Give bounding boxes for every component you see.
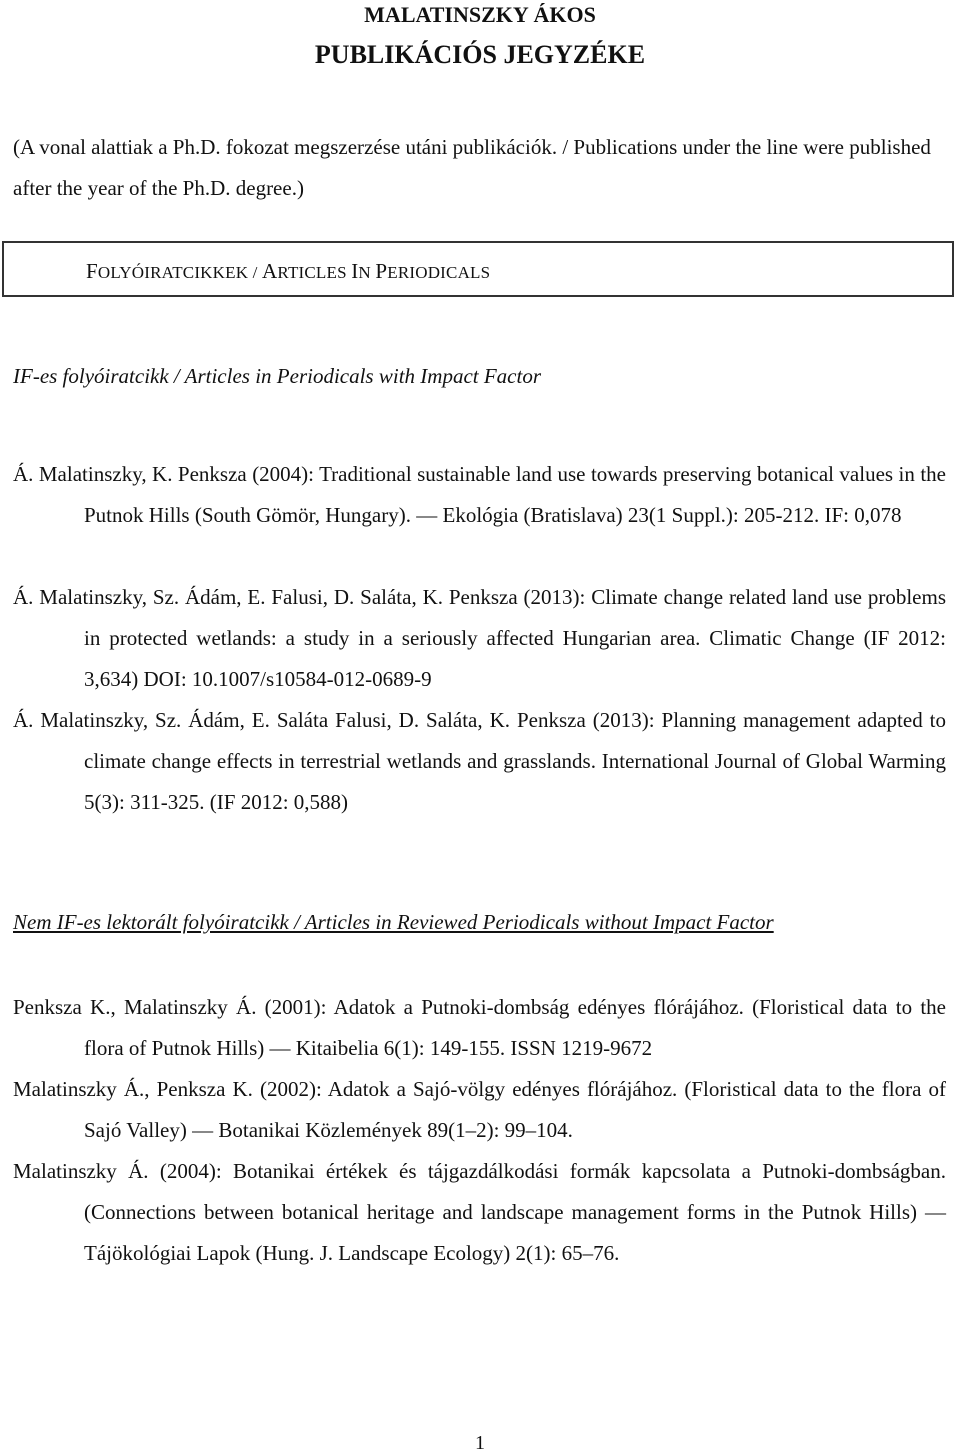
reviewed-subheading: Nem IF-es lektorált folyóiratcikk / Articles in Reviewed Periodicals without Impact Factor [13, 910, 774, 934]
page-title: PUBLIKÁCIÓS JEGYZÉKE [314, 40, 646, 69]
intro-note: (A vonal alattiak a Ph.D. fokozat megszerzése utáni publikációk. / Publications under the line were published after the year of the Ph.D. degree.) [13, 135, 931, 200]
section-heading: FOLYÓIRATCIKKEK / ARTICLES IN PERIODICALS [86, 259, 491, 283]
page-number: 1 [475, 1432, 485, 1454]
publication-entry: Malatinszky Á., Penksza K. (2002): Adatok a Sajó-völgy edényes flórájához. (Floristical data to the flora of Sajó Valley) — Botanikai Közlemények 89(1–2): 99–104. [13, 1077, 946, 1142]
publication-entry: Á. Malatinszky, K. Penksza (2004): Traditional sustainable land use towards preserving botanical values in the Putnok Hills (South Gömör, Hungary). — Ekológia (Bratislava) 23(1 Suppl.): 205-212. IF: 0,078 [13, 462, 946, 527]
publication-entry: Á. Malatinszky, Sz. Ádám, E. Falusi, D. Saláta, K. Penksza (2013): Climate change related land use problems in protected wetlands: a study in a seriously affected Hungarian area. Climatic Change (IF 2012: 3,634) DOI: 10.1007/s10584-012-0689-9 [13, 585, 946, 691]
publication-entry: Malatinszky Á. (2004): Botanikai értékek és tájgazdálkodási formák kapcsolata a Putnoki-dombságban. (Connections between botanical heritage and landscape management forms in the Putnok Hills) — Tájökológiai Lapok (Hung. J. Landscape Ecology) 2(1): 65–76. [13, 1159, 946, 1265]
impact-subheading: IF-es folyóiratcikk / Articles in Periodicals with Impact Factor [13, 364, 542, 388]
publication-entry: Penksza K., Malatinszky Á. (2001): Adatok a Putnoki-dombság edényes flórájához. (Floristical data to the flora of Putnok Hills) — Kitaibelia 6(1): 149-155. ISSN 1219-9672 [13, 995, 946, 1060]
publication-entry: Á. Malatinszky, Sz. Ádám, E. Saláta Falusi, D. Saláta, K. Penksza (2013): Planning management adapted to climate change effects in terrestrial wetlands and grasslands. International Journal of Global Warming 5(3): 311-325. (IF 2012: 0,588) [13, 708, 946, 814]
section-heading-box [2, 241, 954, 297]
author-name: MALATINSZKY ÁKOS [364, 2, 596, 27]
